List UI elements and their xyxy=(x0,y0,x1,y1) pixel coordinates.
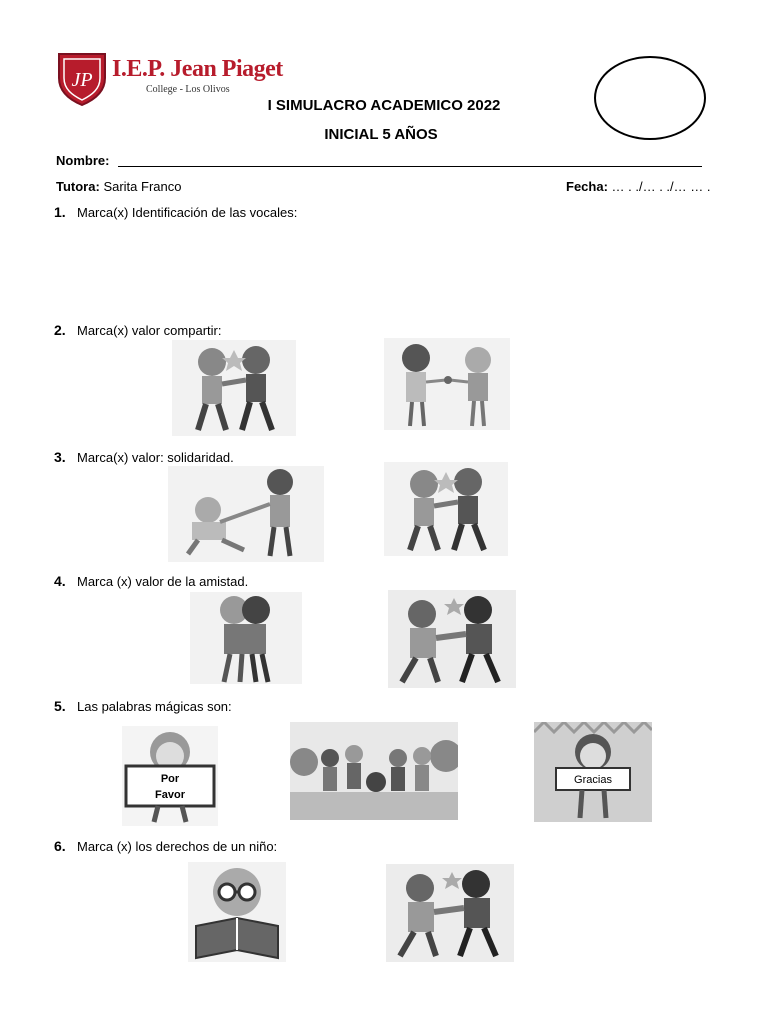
nombre-label: Nombre: xyxy=(56,153,110,168)
por-favor-sign-image[interactable] xyxy=(122,726,218,826)
svg-text:Favor: Favor xyxy=(155,789,185,801)
kids-playing-image[interactable] xyxy=(290,722,458,820)
school-subtitle: College - Los Olivos xyxy=(146,84,230,95)
kids-pushing-image[interactable] xyxy=(386,864,514,962)
fecha-value[interactable]: … . ./… . ./… … . xyxy=(611,179,711,194)
boy-reading-image[interactable] xyxy=(188,862,286,962)
question-number: 4. xyxy=(54,573,66,589)
svg-text:Por: Por xyxy=(160,773,180,785)
kids-fighting-image[interactable] xyxy=(172,340,296,436)
fecha-label: Fecha: xyxy=(566,179,608,194)
page-title: I SIMULACRO ACADEMICO 2022 xyxy=(267,97,501,114)
fecha-row xyxy=(566,179,711,194)
kids-pushing-image[interactable] xyxy=(388,590,516,688)
question-text: Marca (x) valor de la amistad. xyxy=(77,574,249,589)
kids-hugging-image[interactable] xyxy=(190,592,302,684)
gracias-sign-image[interactable] xyxy=(534,722,652,822)
question-number: 3. xyxy=(54,449,66,465)
question-number: 2. xyxy=(54,322,66,338)
question-2 xyxy=(54,322,221,338)
logo-letters: JP xyxy=(71,69,93,91)
question-text: Las palabras mágicas son: xyxy=(77,699,232,714)
question-text: Marca(x) valor: solidaridad. xyxy=(77,450,234,465)
tutora-row xyxy=(56,179,181,194)
question-number: 6. xyxy=(54,838,66,854)
tutora-value: Sarita Franco xyxy=(103,179,182,194)
question-6 xyxy=(54,838,277,854)
question-text: Marca (x) los derechos de un niño: xyxy=(77,839,278,854)
school-name: I.E.P. Jean Piaget xyxy=(112,56,283,82)
question-5 xyxy=(54,698,232,714)
question-text: Marca(x) valor compartir: xyxy=(77,323,222,338)
question-text: Marca(x) Identificación de las vocales: xyxy=(77,205,298,220)
nombre-field[interactable] xyxy=(118,166,702,167)
page-subtitle: INICIAL 5 AÑOS xyxy=(324,126,438,143)
kids-fighting-image[interactable] xyxy=(384,462,508,556)
question-number: 1. xyxy=(54,204,66,220)
question-3 xyxy=(54,449,234,465)
kids-helping-image[interactable] xyxy=(168,466,324,562)
question-1 xyxy=(54,204,297,220)
svg-text:Gracias: Gracias xyxy=(574,774,612,786)
question-4 xyxy=(54,573,248,589)
kids-sharing-image[interactable] xyxy=(384,338,510,430)
tutora-label: Tutora: xyxy=(56,179,100,194)
question-number: 5. xyxy=(54,698,66,714)
